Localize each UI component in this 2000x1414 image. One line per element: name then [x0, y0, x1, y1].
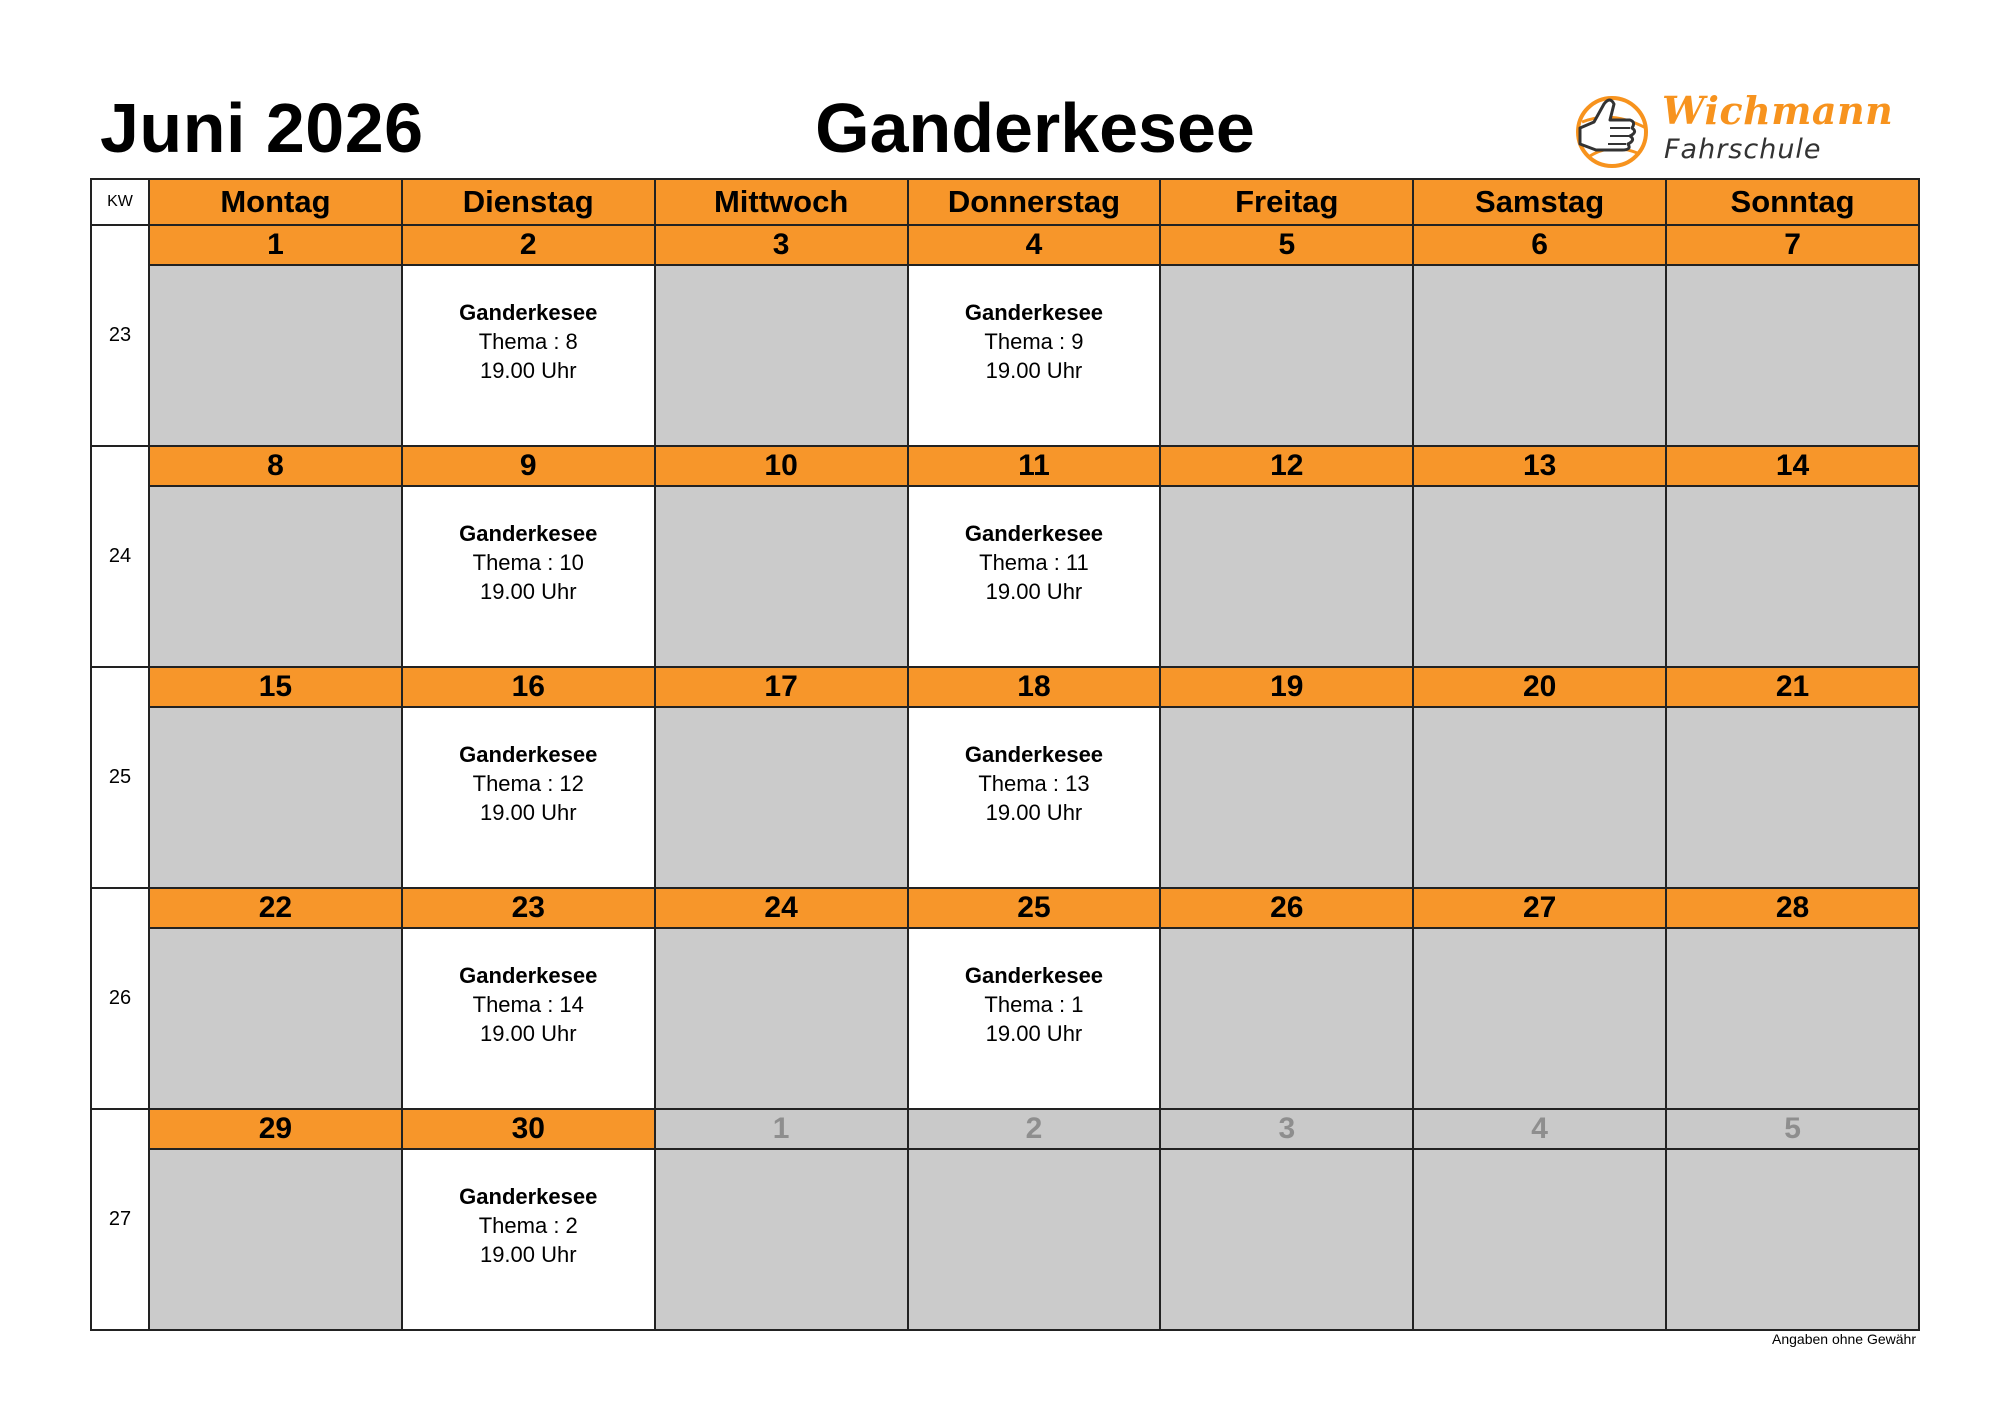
week-content-row	[91, 928, 1919, 1109]
week-date-row	[91, 667, 1919, 707]
day-cell-empty	[1666, 265, 1919, 446]
day-cell-event	[908, 707, 1161, 888]
kw-header: KW	[91, 179, 149, 225]
event-time: 19.00 Uhr	[985, 579, 1083, 604]
day-number-outside-month: 5	[1666, 1109, 1919, 1149]
calendar-week-number: 25	[91, 667, 149, 888]
day-number-outside-month: 3	[1160, 1109, 1413, 1149]
event-block	[403, 929, 654, 1048]
event-topic: Thema : 11	[979, 550, 1089, 575]
calendar-week-number: 23	[91, 225, 149, 446]
day-number: 3	[655, 225, 908, 265]
event-title: Ganderkesee	[459, 521, 598, 546]
calendar-week-number: 24	[91, 446, 149, 667]
week-content-row	[91, 265, 1919, 446]
day-cell-empty	[149, 1149, 402, 1330]
day-cell-event	[908, 928, 1161, 1109]
event-topic: Thema : 10	[472, 550, 584, 575]
day-number: 16	[402, 667, 655, 707]
event-topic: Thema : 2	[478, 1213, 578, 1238]
week-content-row	[91, 707, 1919, 888]
event-time: 19.00 Uhr	[479, 1242, 577, 1267]
weekday-header: Mittwoch	[655, 179, 908, 225]
event-title: Ganderkesee	[459, 963, 598, 988]
day-number: 18	[908, 667, 1161, 707]
day-cell-event	[402, 486, 655, 667]
event-block	[909, 487, 1160, 606]
day-cell-empty	[1160, 928, 1413, 1109]
day-number: 9	[402, 446, 655, 486]
day-number: 12	[1160, 446, 1413, 486]
event-block	[909, 929, 1160, 1048]
day-cell-empty	[1666, 928, 1919, 1109]
day-number-outside-month: 1	[655, 1109, 908, 1149]
weekday-header: Samstag	[1413, 179, 1666, 225]
disclaimer: Angaben ohne Gewähr	[1772, 1331, 1916, 1347]
day-cell-empty	[655, 928, 908, 1109]
event-topic: Thema : 13	[978, 771, 1090, 796]
day-cell-event	[402, 707, 655, 888]
logo-wordmark: Wichmann	[1662, 88, 1894, 133]
event-block	[403, 487, 654, 606]
day-cell-empty	[1160, 1149, 1413, 1330]
day-number: 30	[402, 1109, 655, 1149]
day-cell-empty	[149, 707, 402, 888]
day-number: 19	[1160, 667, 1413, 707]
event-time: 19.00 Uhr	[985, 1021, 1083, 1046]
day-number: 5	[1160, 225, 1413, 265]
day-number-outside-month: 4	[1413, 1109, 1666, 1149]
weekday-header: Donnerstag	[908, 179, 1161, 225]
day-cell-empty	[1160, 707, 1413, 888]
day-number: 11	[908, 446, 1161, 486]
week-content-row	[91, 1149, 1919, 1330]
day-cell-event	[908, 486, 1161, 667]
day-number: 24	[655, 888, 908, 928]
day-number: 14	[1666, 446, 1919, 486]
location-title: Ganderkesee	[815, 89, 1255, 167]
month-title: Juni 2026	[100, 89, 424, 167]
event-title: Ganderkesee	[964, 742, 1104, 767]
day-cell-empty	[1413, 707, 1666, 888]
day-number: 10	[655, 446, 908, 486]
day-number: 27	[1413, 888, 1666, 928]
day-cell-empty	[908, 1149, 1161, 1330]
week-date-row	[91, 1109, 1919, 1149]
day-cell-empty	[1413, 1149, 1666, 1330]
event-topic: Thema : 9	[984, 329, 1084, 354]
event-topic: Thema : 14	[472, 992, 584, 1017]
day-cell-empty	[1413, 265, 1666, 446]
event-topic: Thema : 8	[478, 329, 578, 354]
day-cell-event	[402, 928, 655, 1109]
day-cell-empty	[1666, 707, 1919, 888]
day-cell-empty	[655, 265, 908, 446]
week-date-row	[91, 225, 1919, 265]
event-time: 19.00 Uhr	[985, 358, 1083, 383]
day-number: 2	[402, 225, 655, 265]
day-number: 26	[1160, 888, 1413, 928]
event-time: 19.00 Uhr	[479, 800, 577, 825]
event-block	[909, 266, 1160, 385]
day-number: 25	[908, 888, 1161, 928]
event-topic: Thema : 12	[472, 771, 584, 796]
event-time: 19.00 Uhr	[479, 358, 577, 383]
day-number: 13	[1413, 446, 1666, 486]
event-title: Ganderkesee	[459, 1184, 598, 1209]
weekday-header: Sonntag	[1666, 179, 1919, 225]
day-cell-event	[908, 265, 1161, 446]
event-title: Ganderkesee	[964, 963, 1104, 988]
event-topic: Thema : 1	[984, 992, 1084, 1017]
day-number: 17	[655, 667, 908, 707]
day-cell-empty	[1160, 486, 1413, 667]
day-number: 6	[1413, 225, 1666, 265]
event-block	[403, 266, 654, 385]
day-number: 4	[908, 225, 1161, 265]
event-time: 19.00 Uhr	[479, 1021, 577, 1046]
day-cell-empty	[1666, 1149, 1919, 1330]
event-title: Ganderkesee	[459, 300, 598, 325]
event-block	[909, 708, 1160, 827]
day-number: 20	[1413, 667, 1666, 707]
weekday-header-row	[91, 179, 1919, 225]
day-number: 21	[1666, 667, 1919, 707]
day-number: 29	[149, 1109, 402, 1149]
weekday-header: Dienstag	[402, 179, 655, 225]
logo	[1560, 82, 1900, 172]
day-cell-event	[402, 265, 655, 446]
event-time: 19.00 Uhr	[985, 800, 1083, 825]
day-cell-empty	[149, 486, 402, 667]
day-number-outside-month: 2	[908, 1109, 1161, 1149]
day-number: 22	[149, 888, 402, 928]
day-cell-empty	[149, 265, 402, 446]
calendar-week-number: 27	[91, 1109, 149, 1330]
day-cell-empty	[1413, 928, 1666, 1109]
logo-subtitle: Fahrschule	[1664, 134, 1822, 165]
event-block	[403, 708, 654, 827]
thumbs-up-icon	[1560, 82, 1660, 172]
day-number: 23	[402, 888, 655, 928]
weekday-header: Freitag	[1160, 179, 1413, 225]
day-number: 28	[1666, 888, 1919, 928]
event-title: Ganderkesee	[964, 521, 1104, 546]
event-title: Ganderkesee	[964, 300, 1104, 325]
weekday-header: Montag	[149, 179, 402, 225]
day-cell-empty	[655, 707, 908, 888]
day-cell-empty	[1160, 265, 1413, 446]
day-number: 1	[149, 225, 402, 265]
week-date-row	[91, 446, 1919, 486]
day-cell-empty	[655, 486, 908, 667]
calendar-grid	[90, 178, 1920, 1331]
day-number: 15	[149, 667, 402, 707]
day-cell-empty	[1413, 486, 1666, 667]
day-cell-empty	[149, 928, 402, 1109]
week-date-row	[91, 888, 1919, 928]
day-cell-empty	[1666, 486, 1919, 667]
calendar-week-number: 26	[91, 888, 149, 1109]
event-title: Ganderkesee	[459, 742, 598, 767]
event-block	[403, 1150, 654, 1269]
week-content-row	[91, 486, 1919, 667]
day-cell-event	[402, 1149, 655, 1330]
day-number: 7	[1666, 225, 1919, 265]
day-number: 8	[149, 446, 402, 486]
day-cell-empty	[655, 1149, 908, 1330]
event-time: 19.00 Uhr	[479, 579, 577, 604]
